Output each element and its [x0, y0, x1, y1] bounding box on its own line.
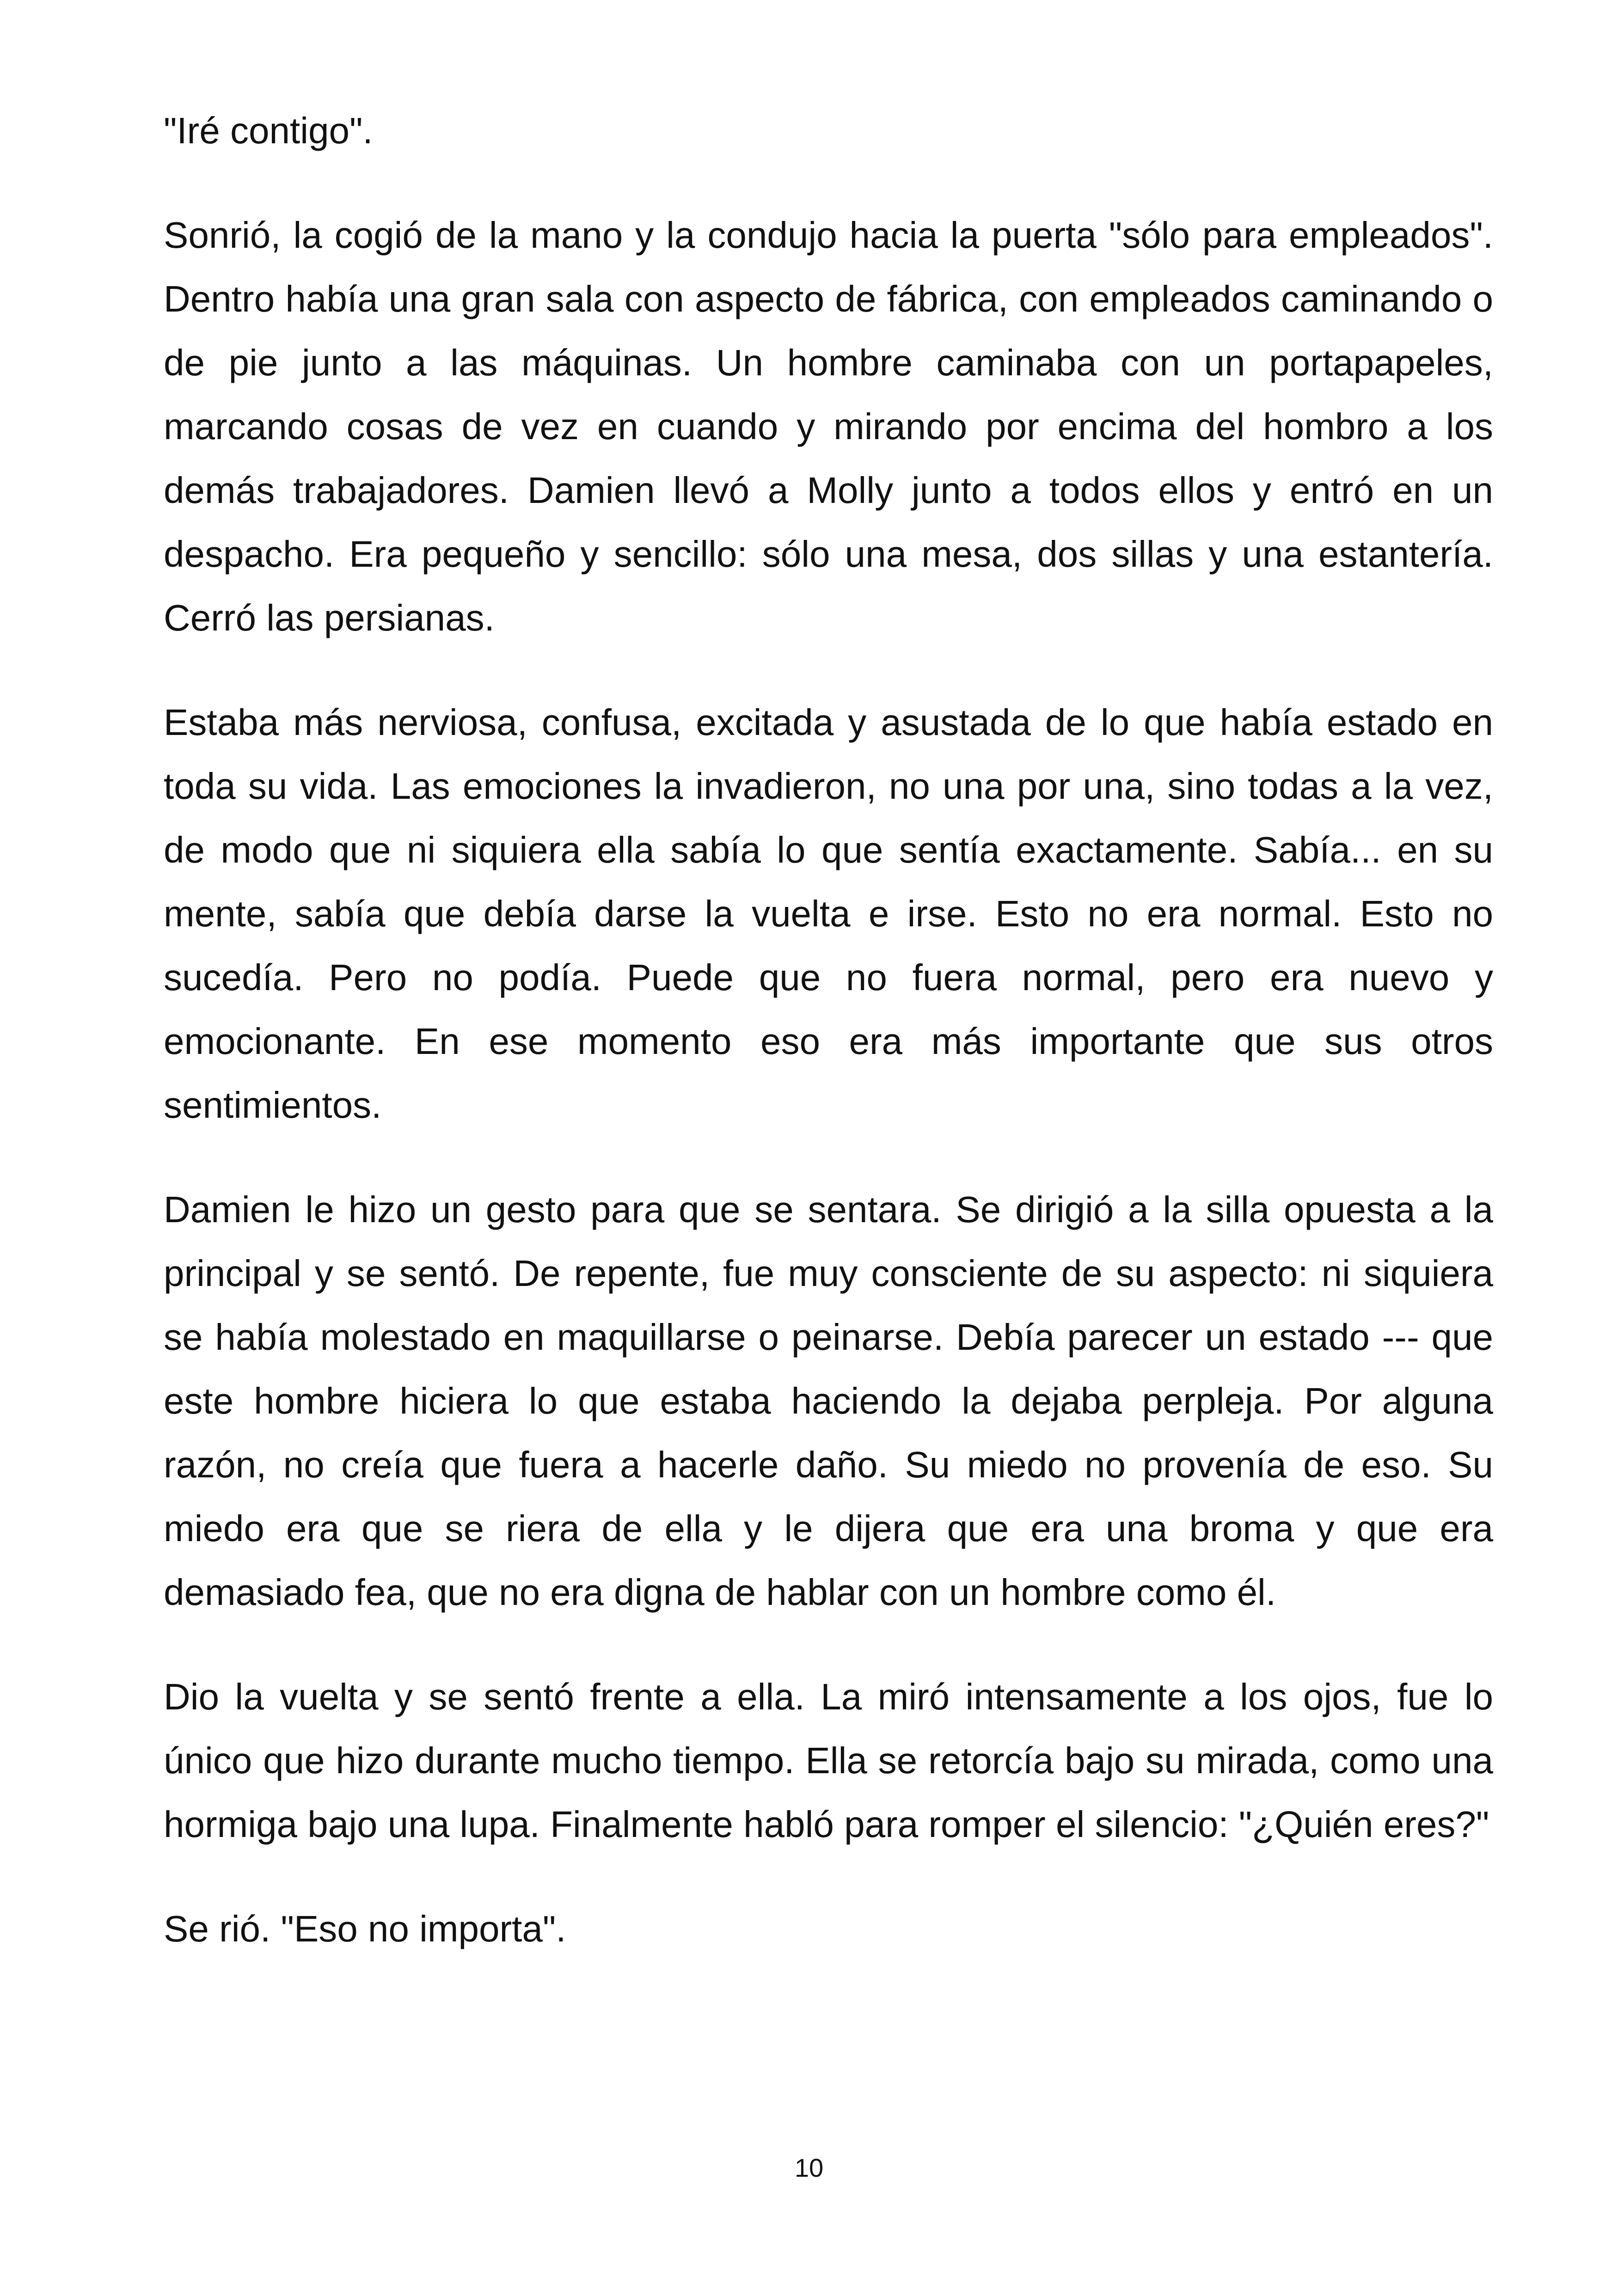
- body-text: [164, 99, 1493, 2002]
- paragraph-3: Estaba más nerviosa, confusa, excitada y asustada de lo que había estado en toda su vida. Las emociones la invadieron, no una por una, sino todas a la vez, de modo que ni siquiera ella sabía lo que sentía exactamente. Sabía... en su mente, sabía que debía darse la vuelta e irse. Esto no era normal. Esto no sucedía. Pero no podía. Puede que no fuera normal, pero era nuevo y emocionante. En ese momento eso era más importante que sus otros sentimientos.: [164, 702, 1493, 1126]
- paragraph-6: Se rió. "Eso no importa".: [164, 1908, 566, 1949]
- paragraph-2: Sonrió, la cogió de la mano y la condujo hacia la puerta "sólo para empleados". Dentro había una gran sala con aspecto de fábrica, con empleados caminando o de pie junto a las máquinas. Un hombre caminaba con un portapapeles, marcando cosas de vez en cuando y mirando por encima del hombro a los demás trabajadores. Damien llevó a Molly junto a todos ellos y entró en un despacho. Era pequeño y sencillo: sólo una mesa, dos sillas y una estantería. Cerró las persianas.: [164, 214, 1493, 638]
- page-number: 10: [794, 2153, 824, 2182]
- paragraph-4: Damien le hizo un gesto para que se sentara. Se dirigió a la silla opuesta a la principal y se sentó. De repente, fue muy consciente de su aspecto: ni siquiera se había molestado en maquillarse o peinarse. Debía parecer un estado --- que este hombre hiciera lo que estaba haciendo la dejaba perpleja. Por alguna razón, no creía que fuera a hacerle daño. Su miedo no provenía de eso. Su miedo era que se riera de ella y le dijera que era una broma y que era demasiado fea, que no era digna de hablar con un hombre como él.: [164, 1189, 1493, 1613]
- paragraph-1: "Iré contigo".: [164, 110, 373, 151]
- paragraph-5: Dio la vuelta y se sentó frente a ella. La miró intensamente a los ojos, fue lo único que hizo durante mucho tiempo. Ella se retorcía bajo su mirada, como una hormiga bajo una lupa. Finalmente habló para romper el silencio: "¿Quién eres?": [164, 1676, 1493, 1845]
